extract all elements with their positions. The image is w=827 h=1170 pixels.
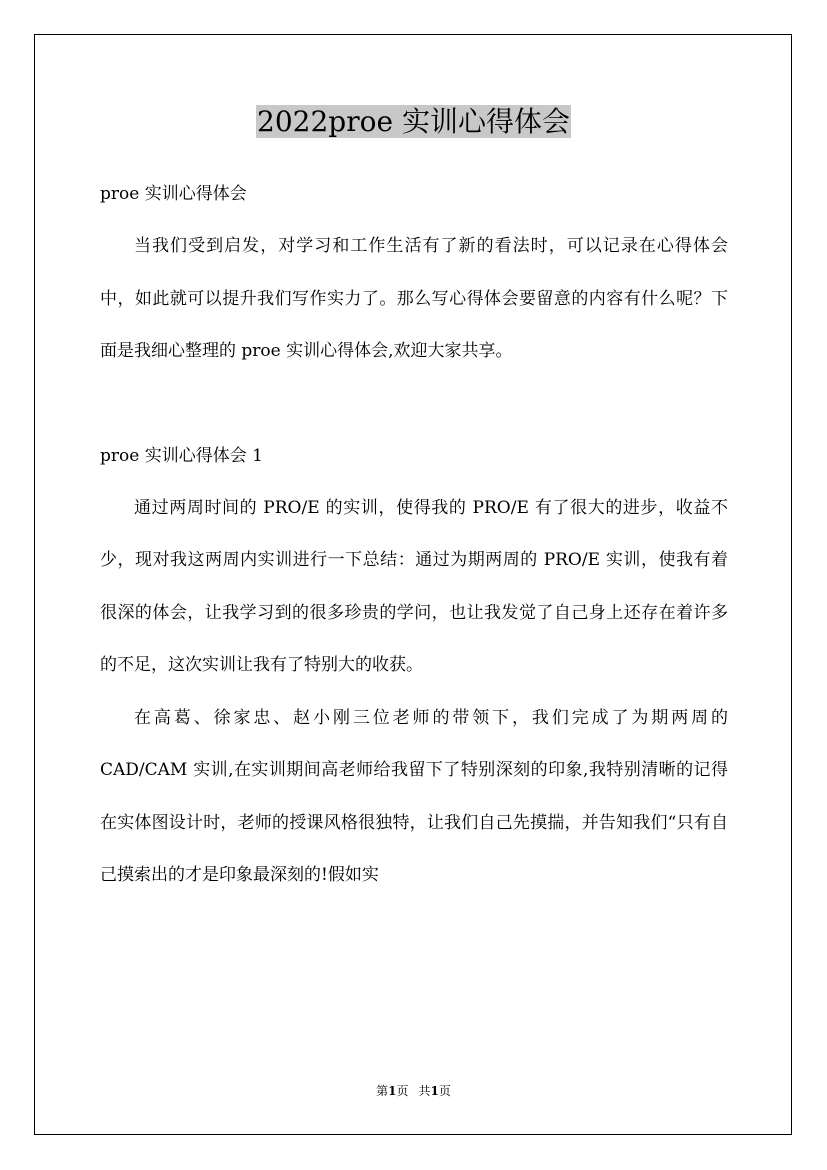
document-title-text: 2022proe 实训心得体会 bbox=[257, 105, 570, 138]
section-heading: proe 实训心得体会 1 bbox=[100, 445, 263, 466]
document-title bbox=[0, 103, 827, 141]
page-footer bbox=[0, 1082, 827, 1099]
document-body bbox=[100, 168, 728, 902]
intro-paragraph: 当我们受到启发，对学习和工作生活有了新的看法时，可以记录在心得体会中，如此就可以提升我们写作实力了。那么写心得体会要留意的内容有什么呢？下面是我细心整理的 proe 实训心得体会,欢迎大家共享。 bbox=[100, 236, 728, 361]
page-prefix: 第 bbox=[376, 1084, 389, 1098]
body-paragraph-1: 通过两周时间的 PRO/E 的实训，使得我的 PRO/E 有了很大的进步，收益不少，现对我这两周内实训进行一下总结：通过为期两周的 PRO/E 实训，使我有着很深的体会，让我学习到的很多珍贵的学问，也让我发觉了自己身上还存在着许多的不足，这次实训让我有了特别大的收获。 bbox=[100, 497, 728, 675]
total-prefix: 共 bbox=[418, 1084, 431, 1098]
page-number: 1 bbox=[388, 1084, 397, 1098]
page-suffix: 页 bbox=[396, 1084, 409, 1098]
total-pages: 1 bbox=[430, 1084, 439, 1098]
paragraph-gap bbox=[100, 378, 728, 430]
body-paragraph-2: 在高葛、徐家忠、赵小刚三位老师的带领下，我们完成了为期两周的 CAD/CAM 实训,在实训期间高老师给我留下了特别深刻的印象,我特别清晰的记得在实体图设计时，老师的授课风格很独特，让我们自己先摸揣，并告知我们“只有自己摸索出的才是印象最深刻的!假如实 bbox=[100, 707, 728, 885]
document-subtitle: proe 实训心得体会 bbox=[100, 184, 247, 204]
total-suffix: 页 bbox=[438, 1084, 451, 1098]
